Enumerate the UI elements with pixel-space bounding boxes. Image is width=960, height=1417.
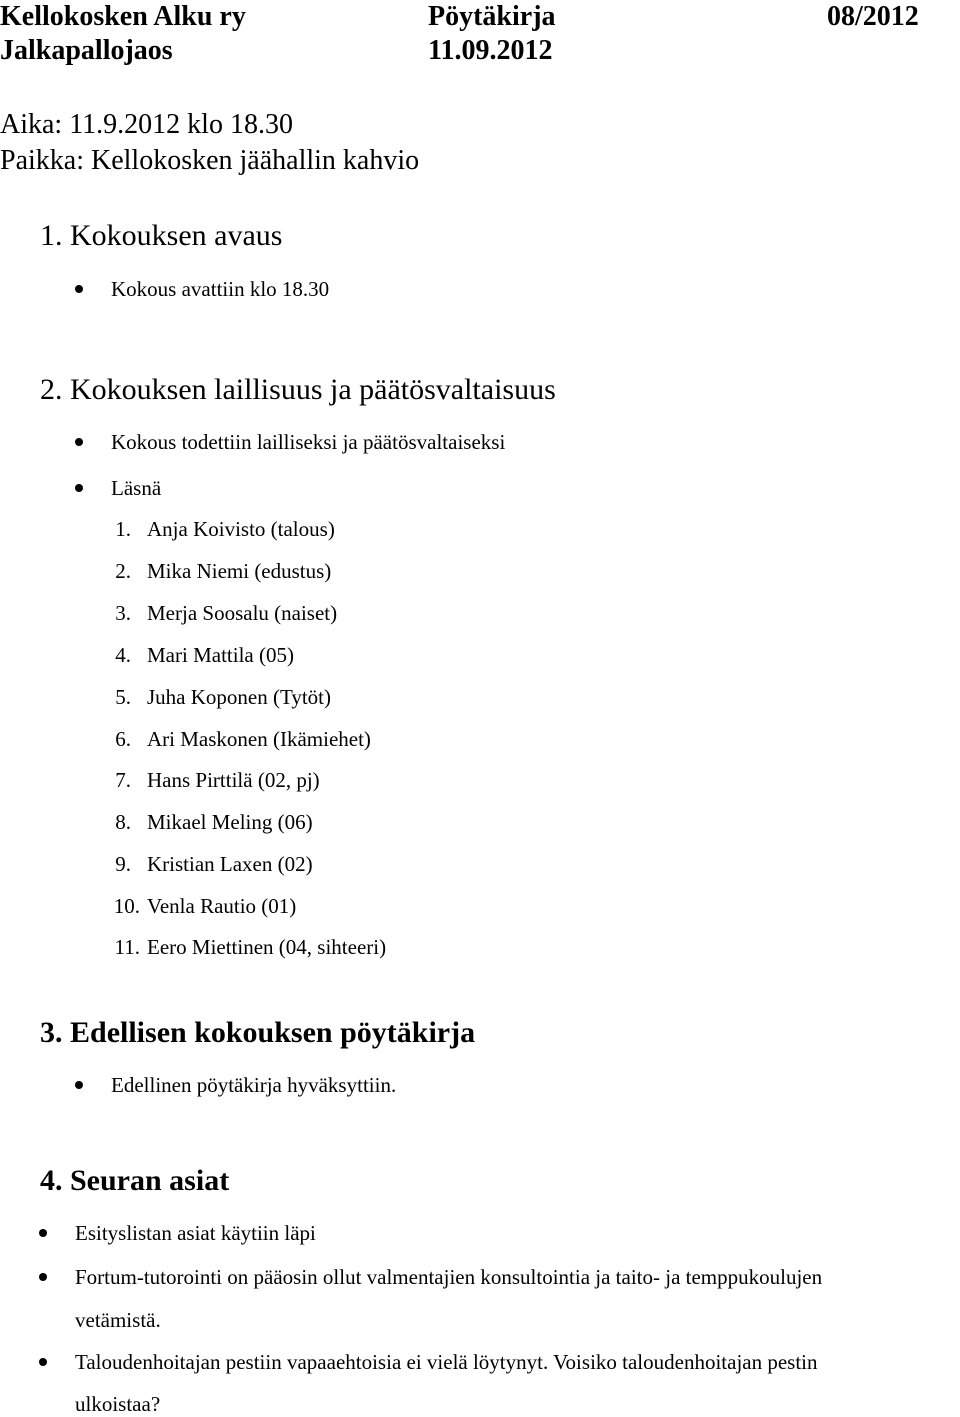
list-item: Läsnä <box>111 476 162 500</box>
meeting-date: 11.09.2012 <box>428 35 553 66</box>
list-item: Esityslistan asiat käytiin läpi <box>75 1221 316 1245</box>
attendee-name: Mika Niemi (edustus) <box>147 559 332 583</box>
meeting-place: Paikka: Kellokosken jäähallin kahvio <box>0 145 420 176</box>
bullet-icon <box>39 1229 47 1237</box>
list-item: Edellinen pöytäkirja hyväksyttiin. <box>111 1073 397 1097</box>
attendee-number: 7. <box>115 768 131 792</box>
section-heading: 1. Kokouksen avaus <box>40 219 283 252</box>
attendee-name: Juha Koponen (Tytöt) <box>147 685 331 709</box>
attendee-number: 1. <box>115 517 131 541</box>
division-name: Jalkapallojaos <box>0 35 173 66</box>
doc-number: 08/2012 <box>827 1 919 32</box>
list-item: Kokous avattiin klo 18.30 <box>111 277 330 301</box>
attendee-number: 10. <box>113 894 140 918</box>
attendee-name: Ari Maskonen (Ikämiehet) <box>147 727 371 751</box>
attendee-name: Hans Pirttilä (02, pj) <box>147 768 320 792</box>
list-item-continuation: ulkoistaa? <box>75 1392 161 1416</box>
attendee-name: Mikael Meling (06) <box>147 810 313 834</box>
org-name: Kellokosken Alku ry <box>0 1 246 32</box>
attendee-number: 5. <box>115 685 131 709</box>
attendee-name: Venla Rautio (01) <box>147 894 297 918</box>
attendee-number: 9. <box>115 852 131 876</box>
list-item: Fortum-tutorointi on pääosin ollut valmentajien konsultointia ja taito- ja temppukoulujen <box>75 1265 823 1289</box>
meeting-time: Aika: 11.9.2012 klo 18.30 <box>0 109 293 140</box>
doc-type: Pöytäkirja <box>428 1 556 32</box>
bullet-icon <box>75 285 83 293</box>
attendee-name: Anja Koivisto (talous) <box>147 517 335 541</box>
attendee-number: 6. <box>115 727 131 751</box>
attendee-number: 11. <box>114 935 140 959</box>
bullet-icon <box>75 1081 83 1089</box>
section-heading: 4. Seuran asiat <box>40 1164 230 1197</box>
bullet-icon <box>39 1273 47 1281</box>
attendee-number: 8. <box>115 810 131 834</box>
list-item: Taloudenhoitajan pestiin vapaaehtoisia ei vielä löytynyt. Voisiko taloudenhoitajan pestin <box>75 1350 818 1374</box>
bullet-icon <box>75 438 83 446</box>
bullet-icon <box>75 484 83 492</box>
bullet-icon <box>39 1358 47 1366</box>
attendee-number: 2. <box>115 559 131 583</box>
list-item: Kokous todettiin lailliseksi ja päätösvaltaiseksi <box>111 430 506 454</box>
attendee-number: 4. <box>115 643 131 667</box>
attendee-number: 3. <box>115 601 131 625</box>
attendee-name: Eero Miettinen (04, sihteeri) <box>147 935 387 959</box>
section-heading: 2. Kokouksen laillisuus ja päätösvaltaisuus <box>40 373 556 406</box>
attendee-name: Mari Mattila (05) <box>147 643 294 667</box>
attendee-name: Kristian Laxen (02) <box>147 852 313 876</box>
attendee-name: Merja Soosalu (naiset) <box>147 601 338 625</box>
list-item-continuation: vetämistä. <box>75 1308 161 1332</box>
section-heading: 3. Edellisen kokouksen pöytäkirja <box>40 1016 476 1049</box>
